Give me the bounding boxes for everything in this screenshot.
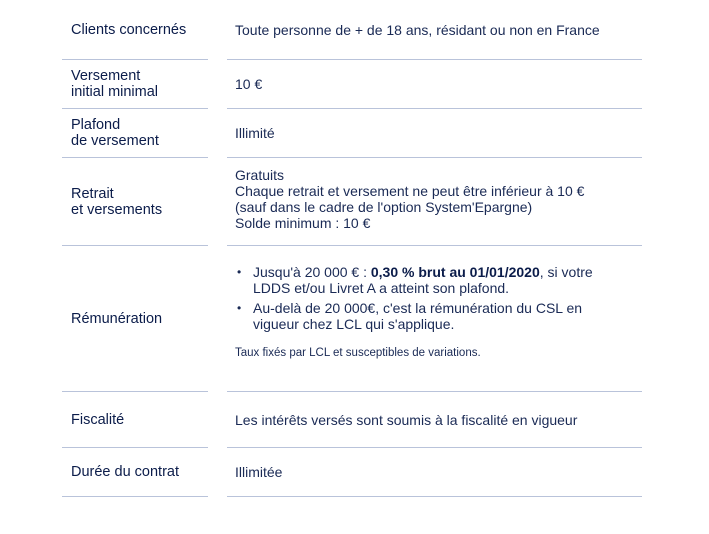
row-label-line1: Plafond xyxy=(71,117,121,133)
value-line: Solde minimum : 10 € xyxy=(235,215,371,231)
bullet-icon: • xyxy=(237,265,242,279)
row-value: Illimité xyxy=(235,125,275,141)
row-label-line2: de versement xyxy=(71,133,159,149)
row-plafond xyxy=(62,109,642,158)
row-value: Les intérêts versés sont soumis à la fiscalité en vigueur xyxy=(235,411,578,428)
row-fiscalite xyxy=(62,392,642,448)
row-value: Illimitée xyxy=(235,464,283,480)
row-label-line1: Versement xyxy=(71,68,141,84)
row-duree xyxy=(62,448,642,497)
label-cell xyxy=(62,246,208,392)
row-label-line2: et versements xyxy=(71,201,163,218)
row-versement-initial xyxy=(62,60,642,109)
bullet-text: LDDS et/ou Livret A a atteint son plafond. xyxy=(253,280,510,296)
bullet-highlight: 0,30 % brut au 01/01/2020 xyxy=(370,264,540,280)
bullet-text: Au-delà de 20 000€, c'est la rémunération du CSL en xyxy=(253,300,583,316)
bullet-icon: • xyxy=(237,301,242,315)
row-clients xyxy=(62,0,642,60)
value-line: (sauf dans le cadre de l'option System'Epargne) xyxy=(235,199,533,215)
row-value xyxy=(227,158,584,231)
label-cell xyxy=(62,158,208,246)
value-cell xyxy=(227,0,642,60)
value-cell xyxy=(227,109,642,158)
bullet-item xyxy=(235,264,593,296)
value-cell xyxy=(227,158,642,246)
row-label-line1: Retrait xyxy=(71,185,114,202)
row-label: Fiscalité xyxy=(71,411,125,428)
row-label xyxy=(62,186,162,218)
value-cell xyxy=(227,392,642,448)
row-label xyxy=(62,117,159,149)
value-line: Chaque retrait et versement ne peut être inférieur à 10 € xyxy=(235,183,585,199)
label-cell xyxy=(62,109,208,158)
row-label: Rémunération xyxy=(71,310,163,327)
value-cell xyxy=(227,246,642,392)
value-line: Gratuits xyxy=(235,167,285,183)
row-value: Toute personne de + de 18 ans, résidant ou non en France xyxy=(235,21,600,38)
remuneration-content xyxy=(227,246,593,359)
bullet-item xyxy=(235,300,593,332)
row-retrait xyxy=(62,158,642,246)
row-remuneration xyxy=(62,246,642,392)
row-label: Clients concernés xyxy=(71,21,187,38)
row-label: Durée du contrat xyxy=(71,464,180,480)
bullet-text: Jusqu'à 20 000 € : xyxy=(253,264,371,280)
label-cell xyxy=(62,0,208,60)
row-label-line2: initial minimal xyxy=(71,84,159,100)
label-cell xyxy=(62,60,208,109)
value-cell xyxy=(227,448,642,497)
bullet-text: , si votre xyxy=(539,264,593,280)
value-cell xyxy=(227,60,642,109)
row-value: 10 € xyxy=(235,76,263,92)
row-label xyxy=(62,68,158,100)
rate-note: Taux fixés par LCL et susceptibles de variations. xyxy=(235,347,481,359)
label-cell xyxy=(62,448,208,497)
bullet-text: vigueur chez LCL qui s'applique. xyxy=(253,316,455,332)
label-cell xyxy=(62,392,208,448)
